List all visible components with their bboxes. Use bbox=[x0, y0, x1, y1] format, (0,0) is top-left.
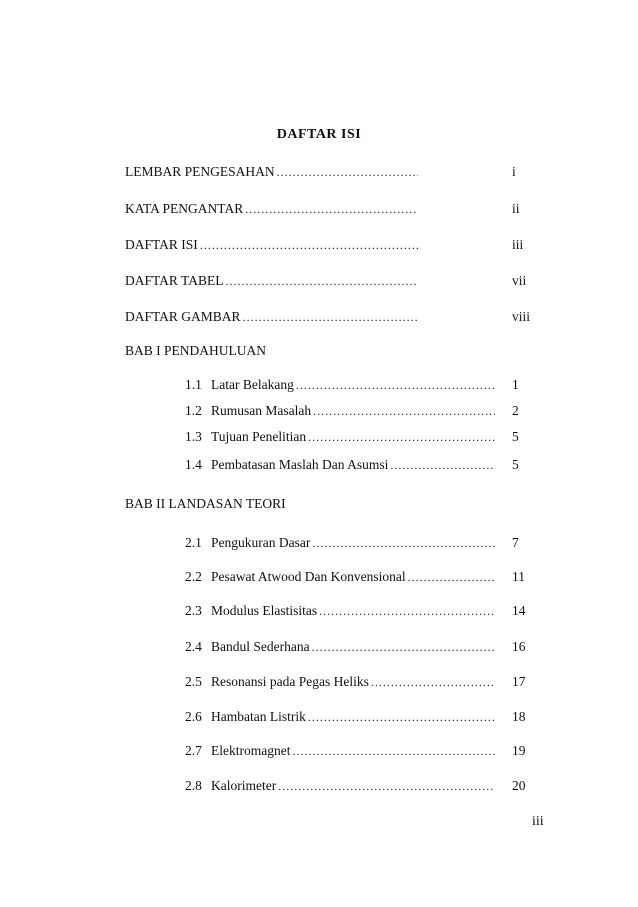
dot-leader bbox=[313, 404, 495, 419]
toc-entry bbox=[185, 709, 526, 727]
section-number: 2.8 bbox=[185, 778, 202, 793]
toc-label bbox=[185, 743, 290, 759]
toc-page: 16 bbox=[512, 639, 526, 654]
toc-page: iii bbox=[512, 237, 524, 252]
section-number: 2.7 bbox=[185, 743, 202, 758]
dot-leader bbox=[245, 202, 418, 217]
toc-entry bbox=[125, 164, 516, 182]
page-number: iii bbox=[532, 814, 544, 829]
toc-label: KATA PENGANTAR bbox=[125, 201, 244, 216]
page-title: DAFTAR ISI bbox=[276, 127, 362, 142]
toc-page: 19 bbox=[512, 743, 526, 758]
chapter-heading bbox=[125, 343, 266, 361]
toc-entry bbox=[185, 403, 519, 421]
toc-page: 1 bbox=[512, 377, 519, 392]
section-number: 2.6 bbox=[185, 709, 202, 724]
section-number: 2.3 bbox=[185, 603, 202, 618]
toc-page: vii bbox=[512, 273, 527, 288]
dot-leader bbox=[278, 779, 495, 794]
section-title: Tujuan Penelitian bbox=[211, 429, 307, 444]
toc-page: 20 bbox=[512, 778, 526, 793]
toc-label bbox=[185, 709, 306, 725]
section-title: Rumusan Masalah bbox=[211, 403, 312, 418]
section-number: 1.3 bbox=[185, 429, 202, 444]
toc-entry bbox=[185, 429, 519, 447]
dot-leader bbox=[312, 640, 495, 655]
section-number: 2.5 bbox=[185, 674, 202, 689]
toc-label: DAFTAR ISI bbox=[125, 237, 198, 252]
dot-leader bbox=[390, 458, 495, 473]
section-title: Latar Belakang bbox=[211, 377, 294, 392]
toc-label bbox=[185, 778, 276, 794]
chapter-heading bbox=[125, 496, 286, 514]
toc-page: 14 bbox=[512, 603, 526, 618]
toc-entry bbox=[125, 237, 524, 255]
chapter-heading-label: BAB II LANDASAN TEORI bbox=[125, 496, 286, 511]
section-title: Bandul Sederhana bbox=[211, 639, 310, 654]
dot-leader bbox=[319, 604, 495, 619]
dot-leader bbox=[308, 430, 495, 445]
dot-leader bbox=[371, 675, 495, 690]
toc-page: 11 bbox=[512, 569, 525, 584]
toc-entry bbox=[125, 201, 520, 219]
toc-entry bbox=[125, 273, 527, 291]
toc-entry bbox=[185, 457, 519, 475]
dot-leader bbox=[200, 238, 418, 253]
section-title: Modulus Elastisitas bbox=[211, 603, 318, 618]
dot-leader bbox=[277, 165, 418, 180]
toc-label bbox=[185, 603, 317, 619]
section-title: Pembatasan Maslah Dan Asumsi bbox=[211, 457, 389, 472]
toc-label bbox=[185, 569, 406, 585]
section-number: 2.4 bbox=[185, 639, 202, 654]
toc-label: DAFTAR TABEL bbox=[125, 273, 224, 288]
section-number: 1.1 bbox=[185, 377, 202, 392]
toc-entry bbox=[185, 535, 519, 553]
section-title: Kalorimeter bbox=[211, 778, 277, 793]
toc-entry bbox=[185, 778, 526, 796]
toc-label: LEMBAR PENGESAHAN bbox=[125, 164, 275, 179]
toc-entry bbox=[185, 639, 526, 657]
section-title: Elektromagnet bbox=[211, 743, 291, 758]
toc-label bbox=[185, 403, 311, 419]
toc-page: viii bbox=[512, 309, 531, 324]
chapter-heading-label: BAB I PENDAHULUAN bbox=[125, 343, 266, 358]
section-title: Resonansi pada Pegas Heliks bbox=[211, 674, 369, 689]
toc-entry bbox=[185, 377, 519, 395]
section-number: 1.2 bbox=[185, 403, 202, 418]
toc-label bbox=[185, 457, 388, 473]
dot-leader bbox=[225, 274, 418, 289]
toc-entry bbox=[185, 743, 526, 761]
section-number: 1.4 bbox=[185, 457, 202, 472]
section-number: 2.2 bbox=[185, 569, 202, 584]
toc-page: 5 bbox=[512, 429, 519, 444]
toc-label bbox=[185, 429, 306, 445]
dot-leader bbox=[296, 378, 495, 393]
toc-label bbox=[185, 639, 310, 655]
section-title: Pengukuran Dasar bbox=[211, 535, 311, 550]
dot-leader bbox=[408, 570, 495, 585]
section-title: Pesawat Atwood Dan Konvensional bbox=[211, 569, 406, 584]
section-number: 2.1 bbox=[185, 535, 202, 550]
toc-page: 5 bbox=[512, 457, 519, 472]
toc-page: i bbox=[512, 164, 516, 179]
toc-entry bbox=[125, 309, 531, 327]
toc-entry bbox=[185, 674, 526, 692]
dot-leader bbox=[292, 744, 495, 759]
dot-leader bbox=[312, 536, 495, 551]
toc-label bbox=[185, 674, 369, 690]
toc-entry bbox=[185, 603, 526, 621]
toc-entry bbox=[185, 569, 525, 587]
toc-label: DAFTAR GAMBAR bbox=[125, 309, 241, 324]
toc-page: 2 bbox=[512, 403, 519, 418]
dot-leader bbox=[243, 310, 418, 325]
toc-page: ii bbox=[512, 201, 520, 216]
toc-label bbox=[185, 535, 310, 551]
toc-label bbox=[185, 377, 294, 393]
section-title: Hambatan Listrik bbox=[211, 709, 306, 724]
toc-page: 18 bbox=[512, 709, 526, 724]
toc-page: 7 bbox=[512, 535, 519, 550]
dot-leader bbox=[308, 710, 495, 725]
toc-page: 17 bbox=[512, 674, 526, 689]
